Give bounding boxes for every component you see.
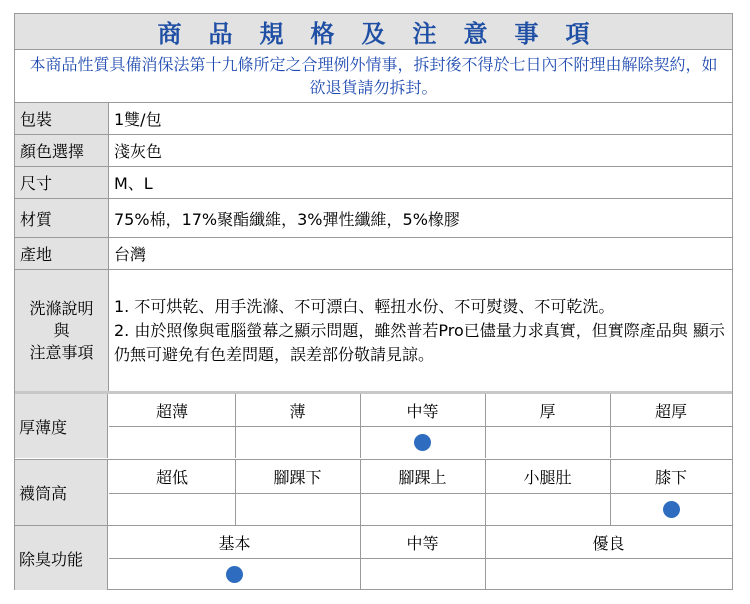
deodor-option-label: 基本 (218, 533, 251, 553)
deodor-option-mark-cell (109, 559, 360, 590)
height-option-mark-cell (485, 494, 610, 525)
thickness-option-mark-cell (485, 427, 610, 458)
height-option-mark-cell (610, 494, 732, 525)
height-option-mark-cell (109, 494, 235, 525)
deodor-option-label: 優良 (592, 533, 625, 553)
thickness-option-label: 超厚 (654, 401, 687, 421)
return-notice-text: 本商品性質具備消保法第十九條所定之合理例外情事，拆封後不得於七日內不附理由解除契約，如欲退貨請勿拆封。 (29, 55, 718, 97)
wash-label-line1: 洗滌說明 (29, 299, 94, 318)
spec-row-package (15, 102, 732, 134)
material-value: 75%棉，17%聚酯纖維，3%彈性纖維，5%橡膠 (114, 209, 460, 229)
package-label: 包裝 (15, 103, 109, 134)
deodor-option-mark-cell (360, 559, 485, 590)
return-notice (15, 50, 732, 102)
material-label: 材質 (15, 199, 109, 237)
deodor-grid (15, 525, 732, 590)
height-option-label: 腳踝上 (398, 468, 447, 487)
wash-label (15, 270, 109, 392)
thickness-option-label: 厚 (539, 401, 556, 421)
selected-marker-icon (414, 434, 431, 451)
spec-row-material (15, 198, 732, 237)
sock-height-label: 襪筒高 (15, 460, 108, 525)
deodor-option-label: 中等 (406, 533, 439, 553)
thickness-grid (15, 394, 732, 458)
wash-label-line3: 注意事項 (29, 343, 94, 362)
height-option-label: 膝下 (654, 468, 687, 487)
sheet-title-text: 商品規格及注意事項 (157, 20, 617, 48)
thickness-option-label: 中等 (406, 401, 439, 421)
size-value: M、L (114, 174, 153, 193)
height-option-mark-cell (235, 494, 360, 525)
spec-row-size (15, 166, 732, 198)
thickness-option-mark-cell (360, 427, 485, 458)
selected-marker-icon (226, 566, 243, 583)
height-option-label: 腳踝下 (273, 468, 322, 487)
thickness-option-mark-cell (109, 427, 235, 458)
wash-label-line2: 與 (53, 321, 70, 340)
thickness-label: 厚薄度 (15, 394, 108, 458)
height-option-label: 小腿肚 (523, 468, 572, 487)
spec-row-origin (15, 237, 732, 269)
thickness-option-mark-cell (610, 427, 732, 458)
wash-line-2: 2. 由於照像與電腦螢幕之顯示問題，雖然普若Pro已儘量力求真實，但實際產品與 顯示仍無可避免有色差問題，誤差部份敬請見諒。 (114, 321, 725, 364)
deodor-option-mark-cell (485, 559, 732, 590)
thickness-option-label: 薄 (289, 401, 306, 421)
selected-marker-icon (663, 501, 680, 518)
spec-row-color (15, 134, 732, 166)
spec-row-wash (15, 269, 732, 392)
wash-text (114, 270, 728, 392)
package-value: 1雙/包 (114, 110, 162, 129)
origin-label: 產地 (15, 238, 109, 269)
height-option-mark-cell (360, 494, 485, 525)
wash-line-1: 1. 不可烘乾、用手洗滌、不可漂白、輕扭水份、不可熨燙、不可乾洗。 (114, 297, 615, 316)
deodor-label: 除臭功能 (15, 526, 108, 590)
color-value: 淺灰色 (114, 142, 163, 161)
color-label: 顏色選擇 (15, 135, 109, 166)
sheet-title (15, 14, 732, 50)
thickness-option-label: 超薄 (155, 401, 188, 421)
sock-height-grid (15, 459, 732, 525)
height-option-label: 超低 (155, 468, 188, 487)
origin-value: 台灣 (114, 245, 147, 264)
spec-sheet (14, 13, 733, 590)
size-label: 尺寸 (15, 167, 109, 198)
thickness-option-mark-cell (235, 427, 360, 458)
